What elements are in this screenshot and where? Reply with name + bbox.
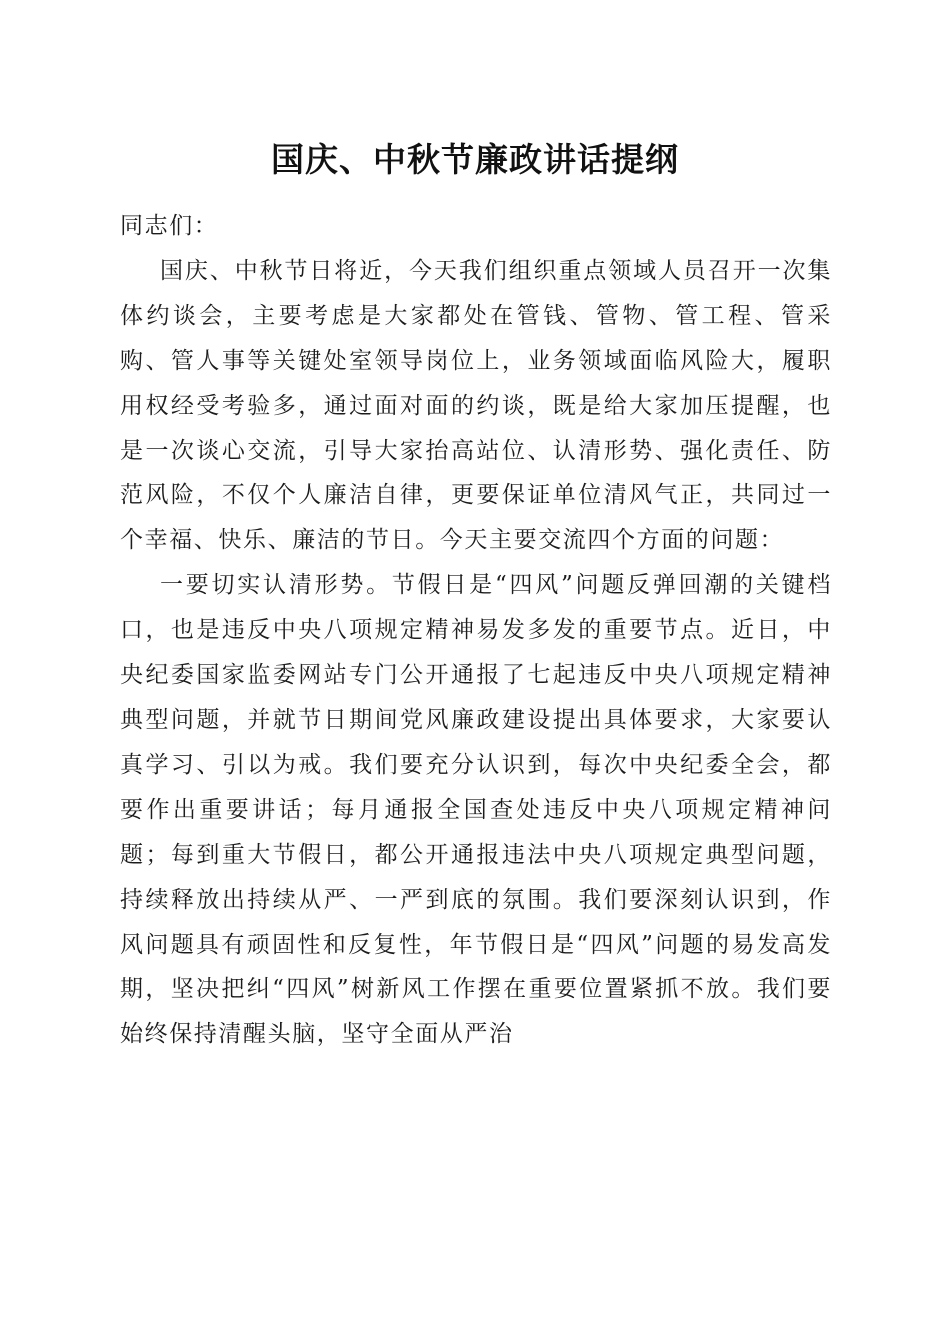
document-title: 国庆、中秋节廉政讲话提纲 <box>271 140 679 179</box>
paragraph-intro: 国庆、中秋节日将近，今天我们组织重点领域人员召开一次集体约谈会，主要考虑是大家都处在管钱、管物、管工程、管采购、管人事等关键处室领导岗位上，业务领域面临风险大，履职用权经受考验多，通过面对面的约谈，既是给大家加压提醒，也是一次谈心交流，引导大家抬高站位、认清形势、强化责任、防范风险，不仅个人廉洁自律，更要保证单位清风气正，共同过一个幸福、快乐、廉洁的节日。今天主要交流四个方面的问题： <box>120 257 832 554</box>
document-body <box>120 204 832 1057</box>
paragraph-point-one: 一要切实认清形势。节假日是“四风”问题反弹回潮的关键档口，也是违反中央八项规定精神易发多发的重要节点。近日，中央纪委国家监委网站专门公开通报了七起违反中央八项规定精神典型问题，并就节日期间党风廉政建设提出具体要求，大家要认真学习、引以为戒。我们要充分认识到，每次中央纪委全会，都要作出重要讲话；每月通报全国查处违反中央八项规定精神问题；每到重大节假日，都公开通报违法中央八项规定典型问题，持续释放出持续从严、一严到底的氛围。我们要深刻认识到，作风问题具有顽固性和反复性，年节假日是“四风”问题的易发高发期，坚决把纠“四风”树新风工作摆在重要位置紧抓不放。我们要始终保持清醒头脑，坚守全面从严治 <box>120 572 832 1048</box>
salutation: 同志们： <box>120 213 219 239</box>
